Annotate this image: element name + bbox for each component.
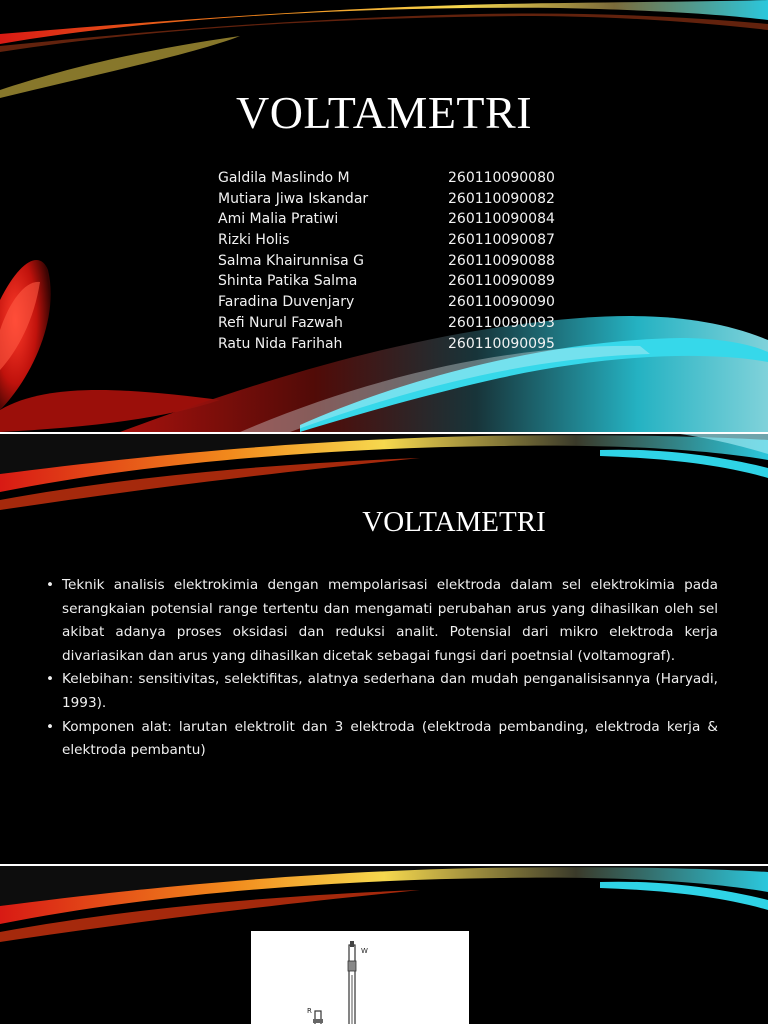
member-name: Refi Nurul Fazwah: [218, 314, 343, 331]
member-row: [218, 251, 578, 272]
electrode-figure: [251, 931, 469, 1024]
member-id: 260110090095: [448, 335, 555, 352]
member-row: [218, 313, 578, 334]
member-id: 260110090089: [448, 273, 555, 290]
slide-figure: [0, 866, 768, 1024]
label-r: R: [307, 1007, 312, 1015]
label-w: W: [361, 947, 368, 955]
member-id: 260110090093: [448, 314, 555, 331]
member-name: Mutiara Jiwa Iskandar: [218, 190, 369, 207]
bullet-item: [46, 668, 718, 715]
member-name: Ratu Nida Farihah: [218, 335, 343, 352]
member-row: [218, 334, 578, 355]
member-list: [218, 168, 578, 354]
bullet-icon: •: [46, 671, 55, 688]
bullet-list: [46, 574, 718, 763]
member-row: [218, 209, 578, 230]
member-row: [218, 168, 578, 189]
member-id: 260110090082: [448, 190, 555, 207]
slide-content: [0, 434, 768, 864]
member-id: 260110090084: [448, 211, 555, 228]
bullet-text: Teknik analisis elektrokimia dengan mempolarisasi elektroda dalam sel elektrokimia pada serangkaian potensial range tertentu dan mengamati perubahan arus yang dihasilkan oleh sel akibat adanya proses oksidasi dan reduksi analit. Potensial dari mikro elektroda kerja divariasikan dan arus yang dihasilkan dicetak sebagai fungsi dari poetnsial (voltamograf).: [62, 577, 718, 664]
slide-title-heading: VOLTAMETRI: [235, 87, 533, 138]
bullet-text: Komponen alat: larutan elektrolit dan 3 elektroda (elektroda pembanding, elektroda kerja & elektroda pembantu): [62, 718, 718, 759]
member-row: [218, 230, 578, 251]
member-id: 260110090090: [448, 294, 555, 311]
member-name: Rizki Holis: [218, 232, 290, 249]
member-id: 260110090088: [448, 252, 555, 269]
member-name: Galdila Maslindo M: [218, 170, 350, 186]
bullet-item: [46, 716, 718, 763]
member-name: Ami Malia Pratiwi: [218, 211, 339, 228]
member-name: Salma Khairunnisa G: [218, 252, 364, 269]
member-row: [218, 271, 578, 292]
bullet-icon: •: [46, 577, 55, 593]
member-name: Faradina Duvenjary: [218, 294, 355, 311]
member-name: Shinta Patika Salma: [218, 273, 358, 290]
content-title: VOLTAMETRI: [362, 506, 546, 538]
member-id: 260110090080: [448, 170, 555, 186]
member-row: [218, 189, 578, 210]
bullet-icon: •: [46, 718, 55, 735]
member-row: [218, 292, 578, 313]
slide-title: [0, 0, 768, 432]
bullet-text: Kelebihan: sensitivitas, selektifitas, alatnya sederhana dan mudah penganalisisannya (Haryadi, 1993).: [62, 671, 718, 711]
member-id: 260110090087: [448, 232, 555, 249]
bullet-item: [46, 574, 718, 668]
electrode-diagram: [251, 931, 469, 1024]
